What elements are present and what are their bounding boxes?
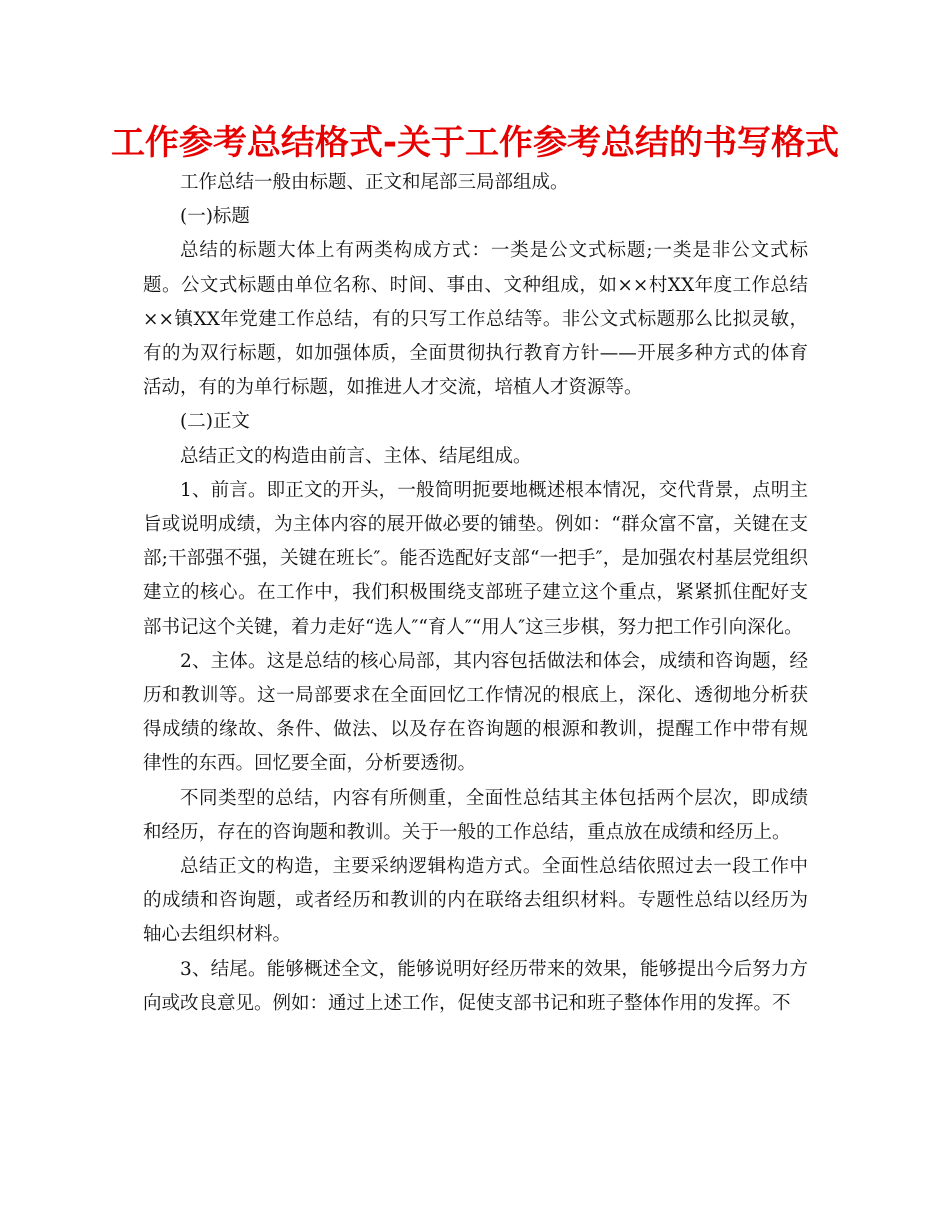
paragraph-preface: 1、前言。即正文的开头，一般简明扼要地概述根本情况，交代背景，点明主旨或说明成绩，为主体内容的展开做必要的铺垫。例如：“群众富不富，关键在支部;干部强不强，关键在班长″。能否选配好支部“一把手″，是加强农村基层党组织建立的核心。在工作中，我们积极围绕支部班子建立这个重点，紧紧抓住配好支部书记这个关键，着力走好“选人″“育人″“用人″这三步棋，努力把工作引向深化。: [143, 479, 808, 638]
paragraph-body-structure: 总结正文的构造由前言、主体、结尾组成。: [180, 445, 532, 467]
paragraph-main-body: 2、主体。这是总结的核心局部，其内容包括做法和体会，成绩和咨询题，经历和教训等。这一局部要求在全面回忆工作情况的根底上，深化、透彻地分析获得成绩的缘故、条件、做法、以及存在咨询题的根源和教训，提醒工作中带有规律性的东西。回忆要全面，分析要透彻。: [143, 650, 808, 775]
paragraph-summary-types: 不同类型的总结，内容有所侧重，全面性总结其主体包括两个层次，即成绩和经历，存在的咨询题和教训。关于一般的工作总结，重点放在成绩和经历上。: [143, 787, 808, 843]
paragraph-title-types: 总结的标题大体上有两类构成方式：一类是公文式标题;一类是非公文式标题。公文式标题由单位名称、时间、事由、文种组成，如××村XX年度工作总结××镇XX年党建工作总结，有的只写工作总结等。非公文式标题那么比拟灵敏，有的为双行标题，如加强体质，全面贯彻执行教育方针——开展多种方式的体育活动，有的为单行标题，如推进人才交流，培植人才资源等。: [143, 240, 808, 399]
paragraph-structure-method: 总结正文的构造，主要采纳逻辑构造方式。全面性总结依照过去一段工作中的成绩和咨询题，或者经历和教训的内在联络去组织材料。专题性总结以经历为轴心去组织材料。: [143, 856, 808, 946]
heading-body-section: (二)正文: [180, 411, 250, 433]
document-body: [143, 166, 808, 1021]
paragraph-ending: 3、结尾。能够概述全文，能够说明好经历带来的效果，能够提出今后努力方向或改良意见。例如：通过上述工作，促使支部书记和班子整体作用的发挥。不: [143, 958, 808, 1014]
paragraph-intro: 工作总结一般由标题、正文和尾部三局部组成。: [180, 172, 569, 193]
document-title: 工作参考总结格式-关于工作参考总结的书写格式: [110, 123, 840, 163]
heading-title-section: (一)标题: [180, 206, 250, 228]
